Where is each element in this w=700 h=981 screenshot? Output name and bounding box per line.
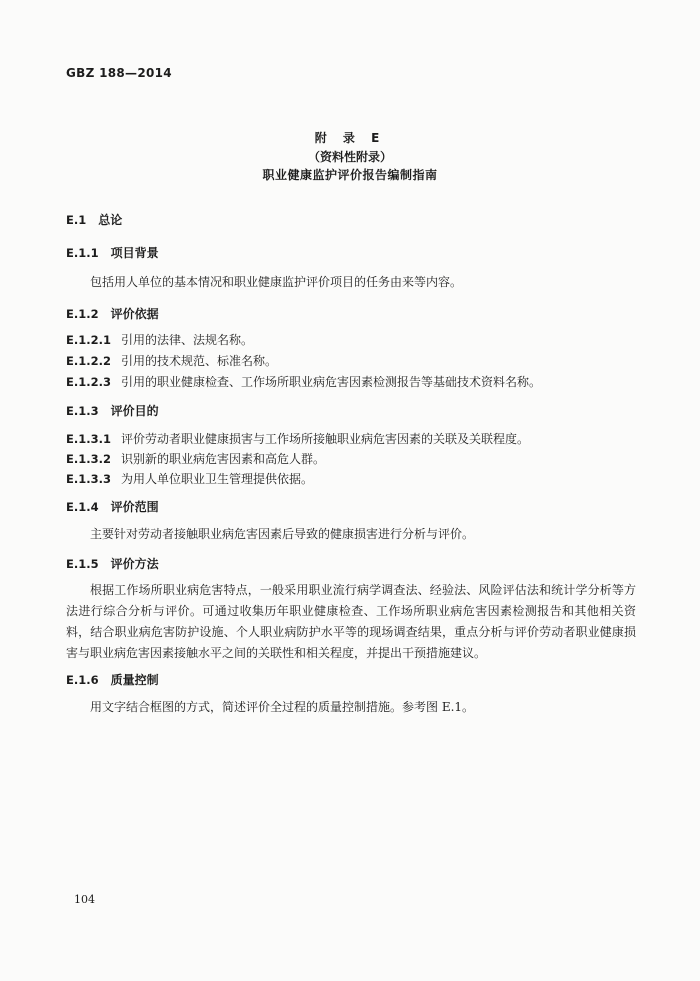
item-number: E.1.3.2 [66, 452, 111, 466]
item-text: 引用的职业健康检查、工作场所职业病危害因素检测报告等基础技术资料名称。 [120, 375, 541, 389]
appendix-title: 附 录 E [314, 131, 386, 145]
section-e16-text: 用文字结合框图的方式，简述评价全过程的质量控制措施。参考图 E.1。 [90, 700, 475, 714]
page-number: 104 [74, 893, 95, 906]
appendix-name: 职业健康监护评价报告编制指南 [262, 168, 438, 182]
section-e11-heading [66, 244, 159, 261]
section-title: 评价依据 [110, 307, 159, 321]
section-number: E.1.4 [66, 500, 99, 514]
section-number: E.1.3 [66, 404, 99, 418]
list-item [66, 373, 541, 390]
list-item [66, 450, 325, 467]
item-number: E.1.2.1 [66, 333, 111, 347]
section-number: E.1.6 [66, 673, 99, 687]
list-item [66, 470, 313, 487]
section-title: 项目背景 [110, 246, 159, 260]
section-title: 质量控制 [110, 673, 159, 687]
section-number: E.1.5 [66, 557, 99, 571]
section-title: 总论 [98, 213, 123, 227]
appendix-type: （资料性附录） [307, 150, 392, 164]
section-e15-heading [66, 555, 159, 572]
section-e14-text: 主要针对劳动者接触职业病危害因素后导致的健康损害进行分析与评价。 [90, 527, 475, 541]
item-text: 引用的技术规范、标准名称。 [120, 354, 277, 368]
section-e13-heading [66, 402, 159, 419]
section-e16-heading [66, 671, 159, 688]
section-number: E.1.2 [66, 307, 99, 321]
item-text: 识别新的职业病危害因素和高危人群。 [120, 452, 325, 466]
item-text: 评价劳动者职业健康损害与工作场所接触职业病危害因素的关联及关联程度。 [120, 432, 529, 446]
item-text: 引用的法律、法规名称。 [120, 333, 253, 347]
section-title: 评价范围 [110, 500, 159, 514]
list-item [66, 430, 529, 447]
section-number: E.1.1 [66, 246, 99, 260]
item-number: E.1.3.1 [66, 432, 111, 446]
section-e15-text: 根据工作场所职业病危害特点，一般采用职业流行病学调查法、经验法、风险评估法和统计学分析等方法进行综合分析与评价。可通过收集历年职业健康检查、工作场所职业病危害因素检测报告和其他相关资料，结合职业病危害防护设施、个人职业病防护水平等的现场调查结果，重点分析与评价劳动者职业健康损害与职业病危害因素接触水平之间的关联性和相关程度，并提出干预措施建议。 [66, 583, 636, 660]
standard-code-header: GBZ 188—2014 [66, 66, 172, 80]
section-title: 评价方法 [110, 557, 159, 571]
item-number: E.1.2.2 [66, 354, 111, 368]
list-item [66, 331, 253, 348]
section-e14-heading [66, 498, 159, 515]
section-title: 评价目的 [110, 404, 159, 418]
section-number: E.1 [66, 213, 87, 227]
item-text: 为用人单位职业卫生管理提供依据。 [120, 472, 313, 486]
section-e1-heading [66, 211, 122, 228]
section-e11-text: 包括用人单位的基本情况和职业健康监护评价项目的任务由来等内容。 [90, 275, 463, 289]
list-item [66, 352, 277, 369]
item-number: E.1.3.3 [66, 472, 111, 486]
item-number: E.1.2.3 [66, 375, 111, 389]
section-e12-heading [66, 305, 159, 322]
